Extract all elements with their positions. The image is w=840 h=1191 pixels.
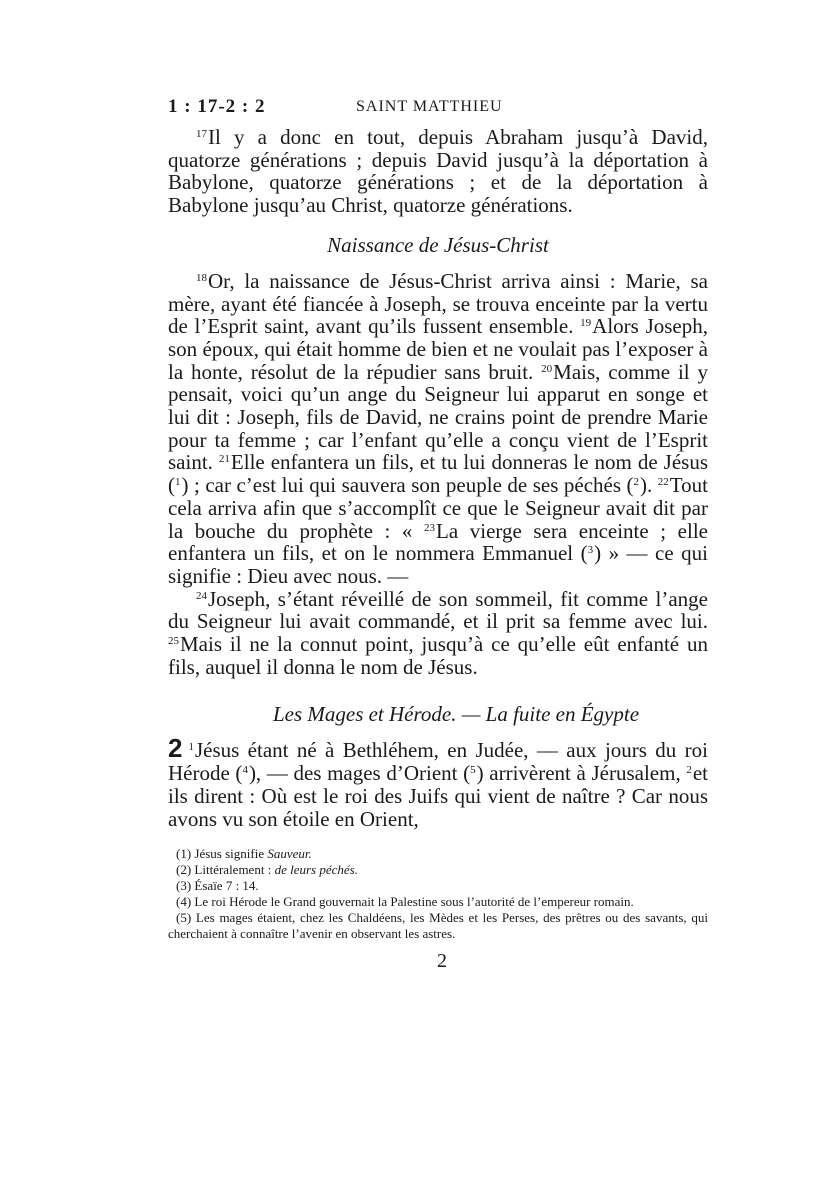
footnote-label: (1) bbox=[176, 846, 192, 862]
paragraph-chapter-2 bbox=[168, 733, 708, 831]
verse-text: ) arrivèrent à Jérusalem, bbox=[476, 761, 687, 786]
footnote-text: Littéralement : bbox=[194, 862, 272, 878]
footnote-text: Jésus signifie bbox=[194, 846, 265, 862]
running-header bbox=[168, 96, 708, 126]
verse-text: Jésus étant né à Bethléhem, en Judée, — aux jours du roi Hérode ( bbox=[168, 738, 708, 786]
verse-text: Mais il ne la connut point, jusqu’à ce qu’elle eût enfanté un fils, auquel il donna le nom de Jésus. bbox=[168, 632, 708, 679]
footnote-label: (2) bbox=[176, 862, 192, 878]
footnotes bbox=[168, 846, 708, 942]
footnote-3 bbox=[168, 878, 708, 894]
footnote-text: Ésaïe 7 : 14. bbox=[194, 878, 259, 894]
verse-text: Il y a donc en tout, depuis Abraham jusqu’à David, quatorze générations ; depuis David jusqu’à la déportation à Babylone, quatorze générations ; et de la déportation à Babylone jusqu’au Christ, quatorze générations. bbox=[168, 125, 708, 218]
footnote-text: Le roi Hérode le Grand gouvernait la Palestine sous l’autorité de l’empereur romain. bbox=[194, 894, 634, 910]
verse-number: 2 bbox=[686, 764, 692, 777]
verse-text: ) » — ce qui signifie : Dieu avec nous. — bbox=[168, 541, 708, 588]
verse-text: ). bbox=[640, 473, 658, 498]
footnote-4 bbox=[168, 894, 708, 910]
footnote-ref: 3 bbox=[587, 544, 594, 557]
verse-number: 22 bbox=[657, 476, 669, 489]
paragraph-verses-24-25 bbox=[168, 588, 708, 679]
verse-text: La vierge sera enceinte ; elle enfantera un fils, et on le nommera Emmanuel ( bbox=[168, 518, 708, 566]
page-number: 2 bbox=[437, 950, 447, 973]
verse-text: Mais, comme il y pensait, voici qu’un ange du Seigneur lui apparut en songe et lui dit : Joseph, fils de David, ne crains point de prendre Marie pour ta femme ; car l’enfant qu’elle a conçu vient de l’Esprit saint. bbox=[168, 359, 709, 475]
footnote-2 bbox=[168, 862, 708, 878]
paragraph-verse-17 bbox=[168, 126, 708, 217]
section-heading-birth: Naissance de Jésus-Christ bbox=[327, 232, 549, 257]
footnote-label: (3) bbox=[176, 878, 192, 894]
footnote-label: (4) bbox=[176, 894, 192, 910]
verse-text: ) ; car c’est lui qui sauvera son peuple de ses péchés ( bbox=[181, 473, 634, 498]
verse-text: et ils dirent : Où est le roi des Juifs qui vient de naître ? Car nous avons vu son étoile en Orient, bbox=[168, 761, 708, 831]
footnote-ref: 2 bbox=[633, 476, 640, 489]
verse-number: 25 bbox=[168, 635, 179, 648]
chapter-number: 2 bbox=[168, 733, 183, 764]
verse-text: Tout cela arriva afin que s’accomplît ce que le Seigneur avait dit par la bouche du prophète : « bbox=[168, 473, 708, 543]
verse-number: 23 bbox=[424, 521, 436, 534]
verse-text: Elle enfantera un fils, et tu lui donneras le nom de Jésus ( bbox=[168, 450, 708, 498]
verse-text: Joseph, s’étant réveillé de son sommeil, fit comme l’ange du Seigneur lui avait commandé, et il prit sa femme avec lui. bbox=[168, 586, 708, 634]
verse-number: 17 bbox=[196, 128, 207, 140]
chapter-verse-reference: 1 : 17-2 : 2 bbox=[168, 96, 266, 117]
verse-number: 24 bbox=[196, 589, 207, 602]
bible-page bbox=[168, 96, 708, 973]
section-heading-magi: Les Mages et Hérode. — La fuite en Égypte bbox=[272, 702, 640, 727]
footnote-5 bbox=[168, 910, 708, 942]
verse-text: Alors Joseph, son époux, qui était homme de bien et ne voulait pas l’exposer à la honte, résolut de la répudier sans bruit. bbox=[168, 314, 708, 384]
footnote-ref: 5 bbox=[470, 764, 476, 777]
verse-number: 20 bbox=[541, 362, 553, 375]
verse-text: Or, la naissance de Jésus-Christ arriva ainsi : Marie, sa mère, ayant été fiancée à Joseph, se trouva enceinte par la vertu de l’Esprit saint, avant qu’ils fussent ensemble. bbox=[168, 268, 708, 339]
footnote-ref: 4 bbox=[242, 764, 248, 777]
paragraph-verses-18-23 bbox=[168, 270, 708, 588]
verse-number: 21 bbox=[218, 453, 230, 466]
book-title: SAINT MATTHIEU bbox=[356, 98, 503, 115]
footnote-label: (5) bbox=[176, 910, 192, 926]
footnote-ref: 1 bbox=[175, 476, 181, 489]
footnote-1 bbox=[168, 846, 708, 862]
verse-text: ), — des mages d’Orient ( bbox=[248, 761, 471, 786]
verse-number: 1 bbox=[188, 741, 194, 754]
footnote-emphasis: Sauveur. bbox=[267, 846, 312, 862]
footnote-text: Les mages étaient, chez les Chaldéens, les Mèdes et les Perses, des prêtres ou des savants, qui cherchaient à connaître l’avenir en observant les astres. bbox=[168, 910, 708, 942]
verse-number: 19 bbox=[580, 317, 592, 330]
footnote-emphasis: de leurs péchés. bbox=[274, 862, 358, 878]
verse-number: 18 bbox=[196, 271, 207, 284]
